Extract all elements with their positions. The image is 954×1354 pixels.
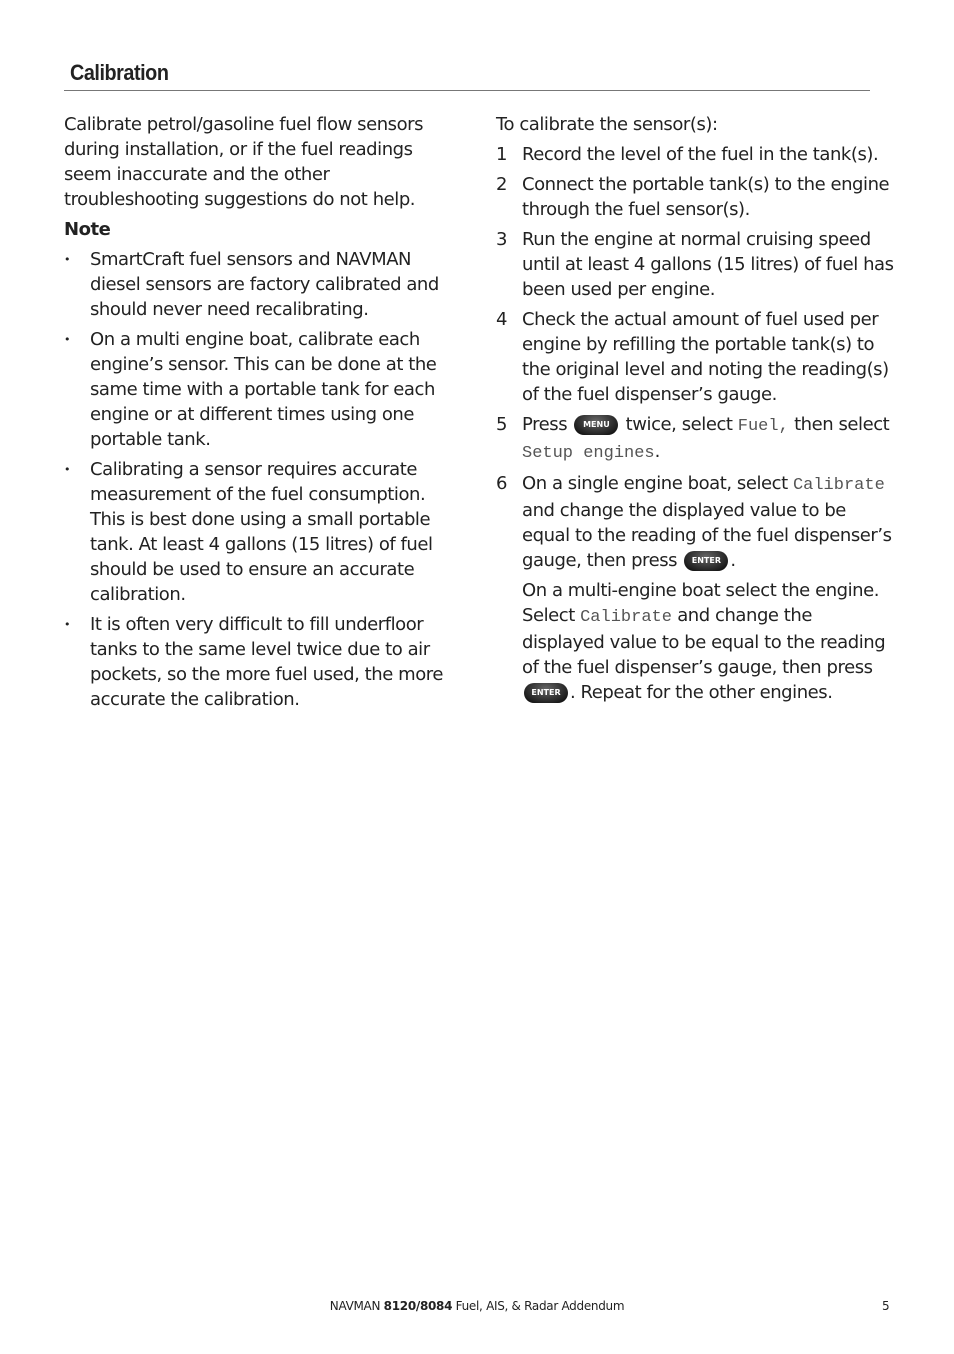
page-number: 5 — [882, 1299, 890, 1313]
step-text: Press — [522, 414, 568, 435]
step-number: 1 — [496, 144, 508, 165]
step-item — [496, 471, 896, 705]
intro-paragraph: Calibrate petrol/gasoline fuel flow sensors during installation, or if the fuel readings seem inaccurate and the other troubleshooting suggestions do not help. — [64, 114, 424, 210]
step-text: Record the level of the fuel in the tank(s). — [522, 144, 879, 165]
footer-brand: NAVMAN — [329, 1299, 384, 1313]
footer-model: 8120/8084 — [383, 1299, 453, 1313]
list-item — [64, 612, 449, 712]
step-number: 6 — [496, 473, 508, 494]
step-text: and change the displayed value to be equal to the reading of the fuel dispenser’s gauge, then press — [522, 500, 892, 571]
enter-key-icon: ENTER — [684, 551, 728, 571]
enter-key-icon: ENTER — [524, 683, 568, 703]
list-item — [64, 247, 449, 322]
bullet-icon: • — [64, 463, 71, 476]
step-text: and change the displayed value to be equal to the reading of the fuel dispenser’s gauge, then press — [522, 605, 886, 678]
list-item — [64, 327, 449, 452]
bullet-text: On a multi engine boat, calibrate each engine’s sensor. This can be done at the same time with a portable tank for each engine or at different times using one portable tank. — [90, 329, 437, 450]
note-label: Note — [64, 219, 111, 240]
step-text: . Repeat for the other engines. — [570, 682, 833, 703]
step-text: Connect the portable tank(s) to the engine through the fuel sensor(s). — [522, 174, 890, 220]
bullet-text: Calibrating a sensor requires accurate measurement of the fuel consumption. This is best done using a small portable tank. At least 4 gallons (15 litres) of fuel should be used to ensure an accurate calibration. — [90, 459, 433, 605]
step-text: Run the engine at normal cruising speed until at least 4 gallons (15 litres) of fuel has been used per engine. — [522, 229, 894, 300]
bullet-text: SmartCraft fuel sensors and NAVMAN diesel sensors are factory calibrated and should never need recalibrating. — [90, 249, 439, 320]
menu-option-fuel: Fuel, — [737, 417, 789, 436]
step-number: 5 — [496, 414, 508, 435]
step-text: Check the actual amount of fuel used per engine by refilling the portable tank(s) to the original level and noting the reading(s) of the fuel dispenser’s gauge. — [522, 309, 889, 405]
step-item — [496, 172, 896, 222]
list-item — [64, 457, 449, 607]
steps-intro: To calibrate the sensor(s): — [496, 114, 718, 135]
menu-option-setup-engines: Setup engines — [522, 444, 655, 463]
step-text: then select — [788, 414, 890, 435]
step-item — [496, 412, 896, 466]
step-item — [496, 227, 896, 302]
right-column — [496, 112, 896, 710]
bullet-text: It is often very difficult to fill underfloor tanks to the same level twice due to air pockets, so the more fuel used, the more accurate the calibration. — [90, 614, 443, 710]
note-bullet-list — [64, 247, 449, 712]
step-item — [496, 307, 896, 407]
heading-rule — [64, 90, 870, 91]
bullet-icon: • — [64, 253, 71, 266]
step-subparagraph — [522, 578, 896, 705]
footer-title — [0, 1299, 954, 1313]
calibration-steps — [496, 142, 896, 705]
step-text: On a multi-engine boat select the engine. Select — [522, 580, 880, 626]
footer-doc-title: Fuel, AIS, & Radar Addendum — [452, 1299, 625, 1313]
step-text: On a single engine boat, select — [522, 473, 793, 494]
bullet-icon: • — [64, 333, 71, 346]
step-item — [496, 142, 896, 167]
page-title: Calibration — [70, 60, 169, 85]
menu-option-calibrate: Calibrate — [792, 476, 885, 495]
bullet-icon: • — [64, 618, 71, 631]
step-number: 4 — [496, 309, 508, 330]
step-text: twice, select — [620, 414, 738, 435]
step-text: . — [654, 441, 660, 462]
left-column — [64, 112, 449, 717]
menu-option-calibrate: Calibrate — [580, 608, 672, 627]
menu-key-icon: MENU — [574, 415, 618, 435]
step-text: . — [730, 550, 736, 571]
step-number: 2 — [496, 174, 508, 195]
step-number: 3 — [496, 229, 508, 250]
